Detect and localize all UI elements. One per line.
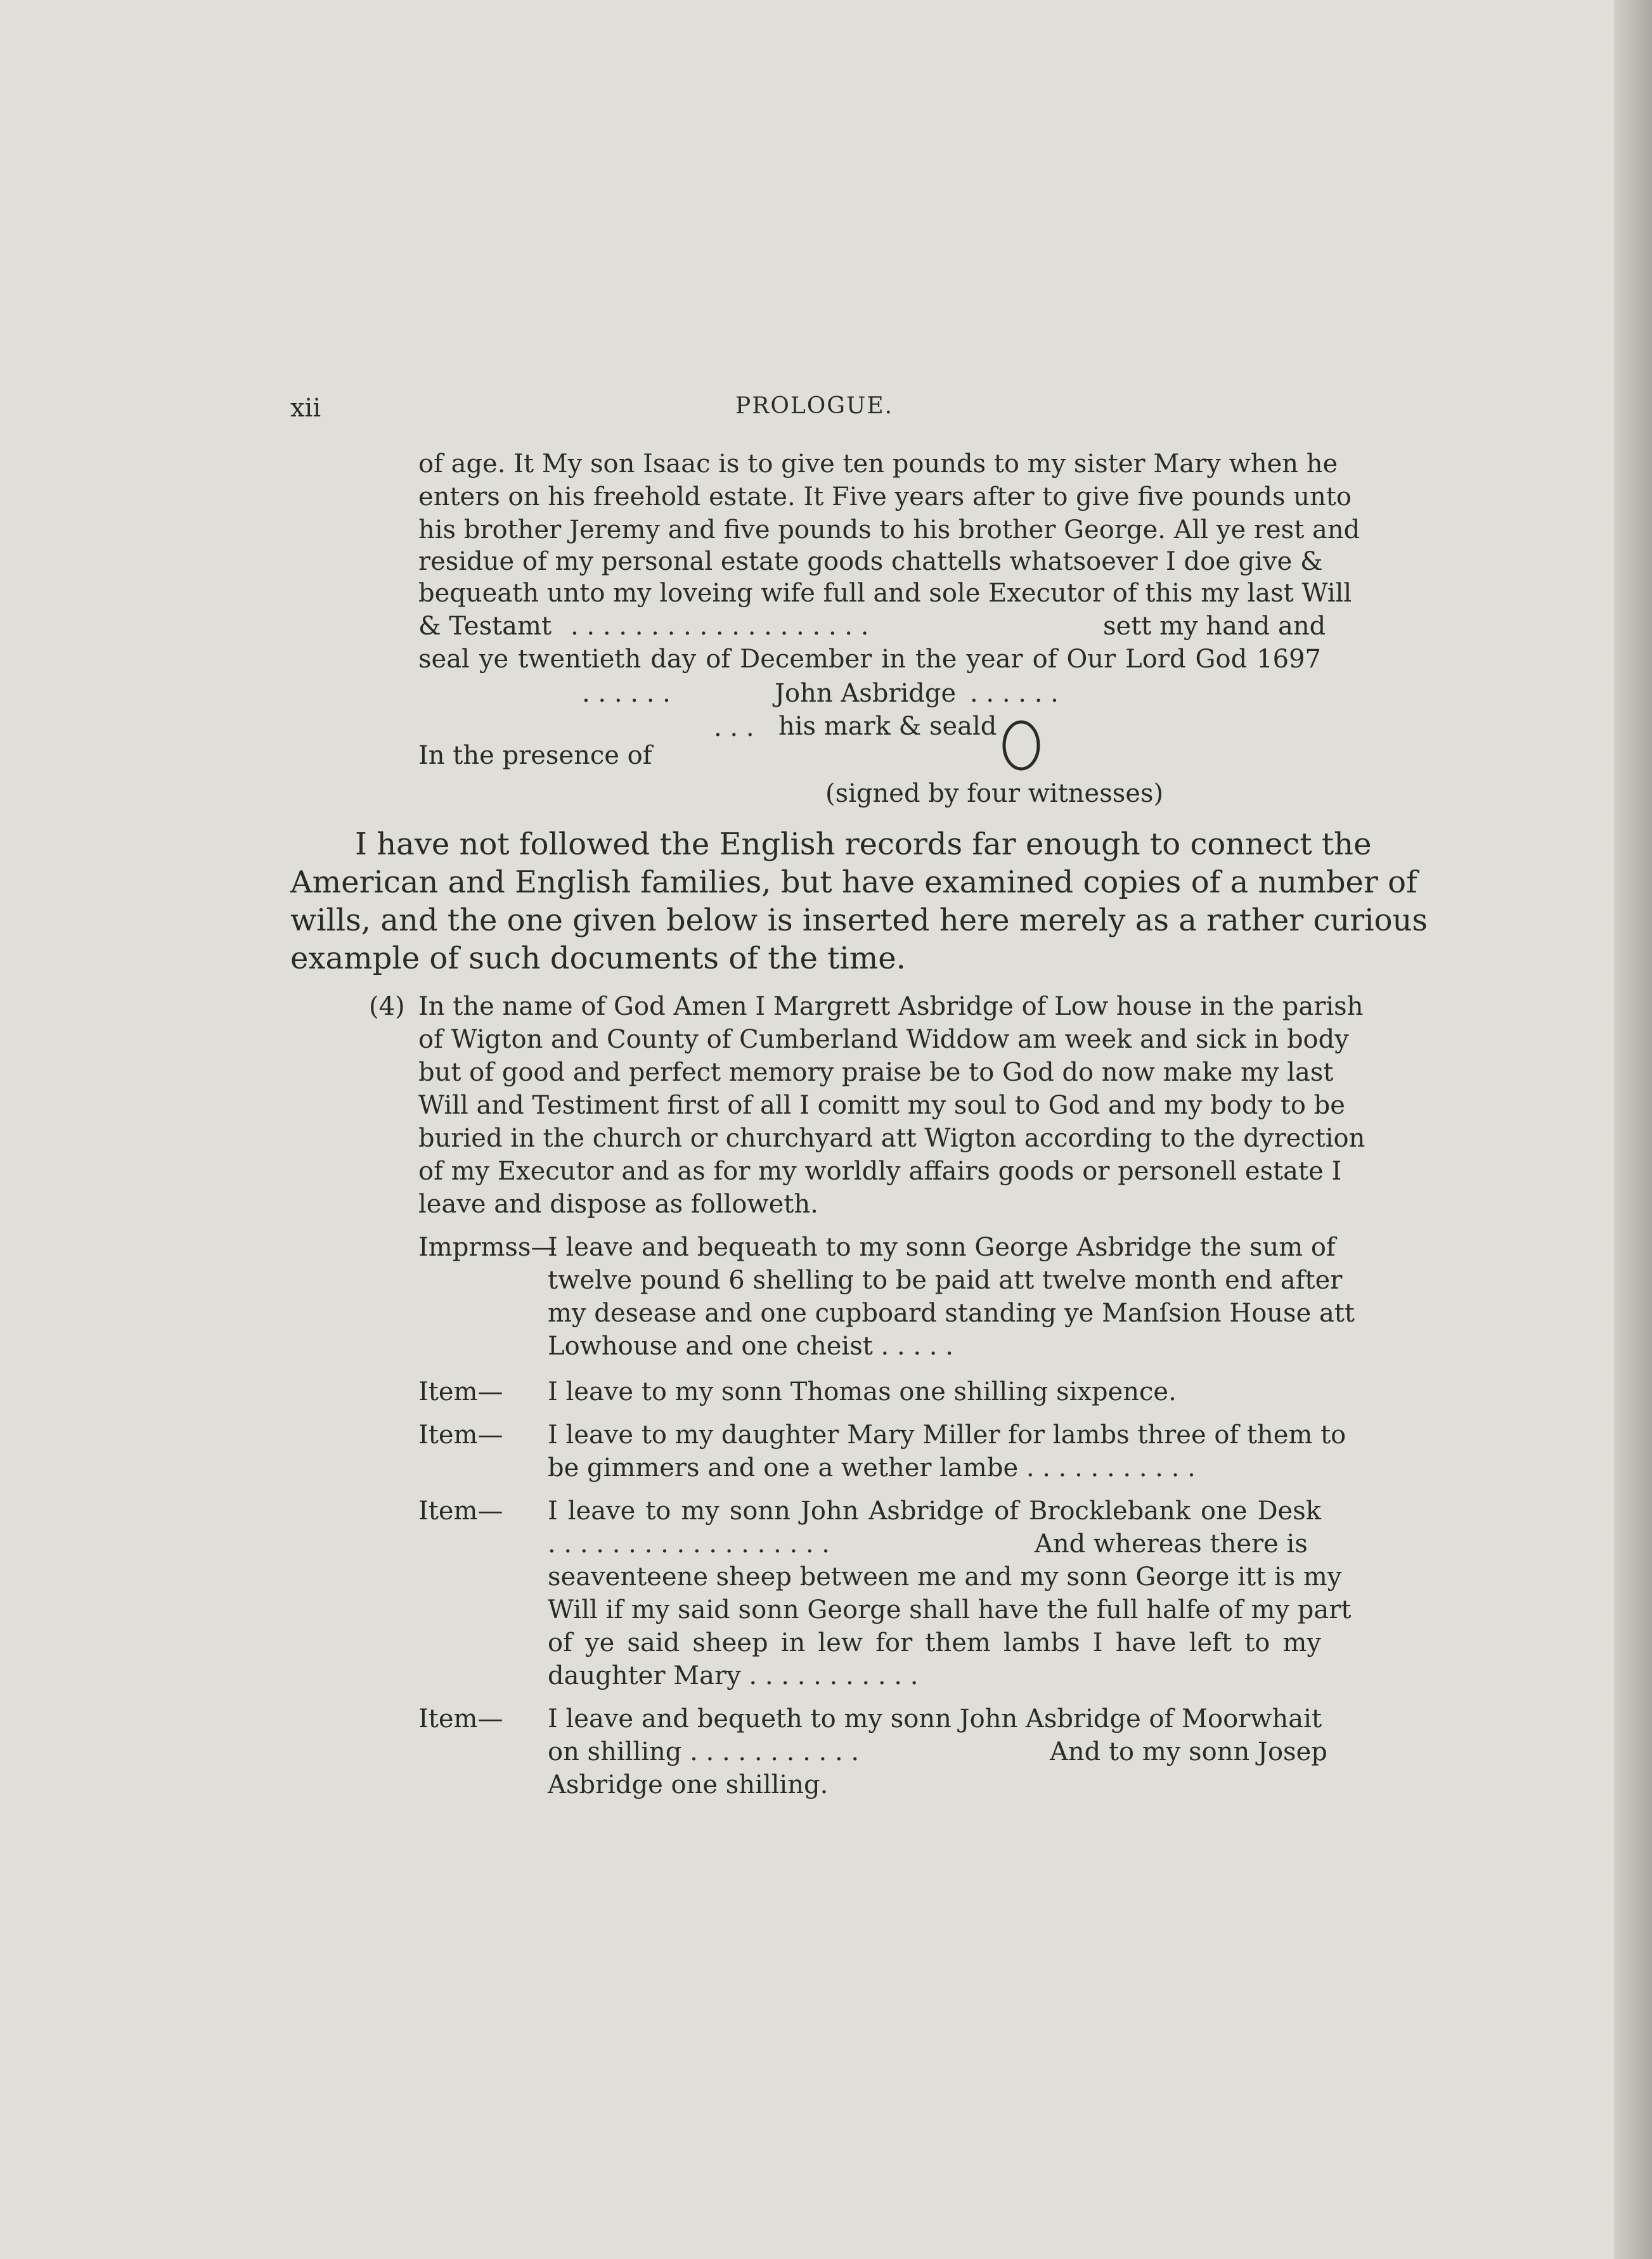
will2-intro-line-4: Will and Testiment first of all I comitt my soul to God and my body to be — [418, 1091, 1345, 1120]
paragraph-line-4: example of such documents of the time. — [290, 941, 906, 976]
will1-line-7: seal ye twentieth day of December in the year of Our Lord God 1697 — [418, 645, 1321, 674]
item-3-line-1: I leave to my sonn John Asbridge of Brocklebank one Desk — [548, 1496, 1321, 1526]
item-4-line-3: Asbridge one shilling. — [548, 1770, 829, 1799]
paragraph-line-3: wills, and the one given below is inserted here merely as a rather curious — [290, 903, 1428, 938]
imprimis-line-2: twelve pound 6 shelling to be paid att twelve month end after — [548, 1266, 1343, 1295]
item-4-line-2-end: And to my sonn Josep — [1050, 1737, 1327, 1767]
item-4-label: Item— — [418, 1704, 503, 1734]
imprimis-line-3: my desease and one cupboard standing ye Manſsion House att — [548, 1299, 1355, 1328]
item-3-line-3: seaventeene sheep between me and my sonn George itt is my — [548, 1562, 1342, 1592]
his-mark: his mark & seald — [778, 712, 997, 741]
will1-line-4: residue of my personal estate goods chattells whatsoever I doe give & — [418, 547, 1323, 576]
signature-dots-right: . . . . . . — [970, 679, 1059, 708]
item-3-dots: . . . . . . . . . . . . . . . . . . — [548, 1529, 830, 1559]
will1-line-3: his brother Jeremy and five pounds to his brother George. All ye rest and — [418, 515, 1360, 544]
paragraph-line-1: I have not followed the English records far enough to connect the — [355, 827, 1372, 862]
running-title: PROLOGUE. — [735, 393, 894, 419]
will2-intro-line-7: leave and dispose as followeth. — [418, 1190, 818, 1219]
item-3-line-4: Will if my said sonn George shall have the full halfe of my part — [548, 1595, 1352, 1625]
will1-line-6-dots: . . . . . . . . . . . . . . . . . . . — [571, 612, 869, 641]
mark-dots: . . . — [714, 713, 754, 742]
will2-intro-line-6: of my Executor and as for my worldly affairs goods or personell estate I — [418, 1157, 1342, 1186]
item-1-label: Item— — [418, 1377, 503, 1406]
imprimis-label: Imprmss— — [418, 1233, 557, 1262]
item-4-line-2: on shilling . . . . . . . . . . . — [548, 1737, 860, 1767]
item-2-label: Item— — [418, 1420, 503, 1450]
item-2-line-1: I leave to my daughter Mary Miller for lambs three of them to — [548, 1420, 1346, 1450]
signer-name: John Asbridge — [775, 679, 957, 708]
seal-mark-icon — [1000, 715, 1042, 772]
item-1-text: I leave to my sonn Thomas one shilling sixpence. — [548, 1377, 1177, 1406]
will2-intro-line-5: buried in the church or churchyard att Wigton according to the dyrection — [418, 1124, 1365, 1153]
page-number: xii — [290, 394, 321, 423]
item-3-line-5: of ye said sheep in lew for them lambs I have left to my — [548, 1628, 1321, 1657]
will2-intro-line-3: but of good and perfect memory praise be to God do now make my last — [418, 1058, 1334, 1087]
will1-line-5: bequeath unto my loveing wife full and sole Executor of this my last Will — [418, 579, 1352, 608]
will2-intro-line-1: In the name of God Amen I Margrett Asbridge of Low house in the parish — [418, 992, 1364, 1021]
item-3-line-2-end: And whereas there is — [1035, 1529, 1308, 1559]
imprimis-line-1: I leave and bequeath to my sonn George Asbridge the sum of — [548, 1233, 1336, 1262]
witnesses-note: (signed by four witnesses) — [825, 779, 1164, 808]
will2-intro-line-2: of Wigton and County of Cumberland Widdow am week and sick in body — [418, 1025, 1349, 1054]
item-2-line-2: be gimmers and one a wether lambe . . . . . . . . . . . — [548, 1453, 1196, 1483]
will2-number: (4) — [369, 992, 405, 1021]
paragraph-line-2: American and English families, but have examined copies of a number of — [290, 865, 1417, 900]
will1-line-6-start: & Testamt — [418, 612, 552, 641]
page-edge — [1614, 0, 1652, 2259]
will1-line-6-end: sett my hand and — [1103, 612, 1326, 641]
will1-line-1: of age. It My son Isaac is to give ten pounds to my sister Mary when he — [418, 449, 1338, 479]
will1-line-2: enters on his freehold estate. It Five years after to give five pounds unto — [418, 482, 1352, 512]
item-3-label: Item— — [418, 1496, 503, 1526]
presence-label: In the presence of — [418, 741, 652, 770]
imprimis-line-4: Lowhouse and one cheist . . . . . — [548, 1332, 953, 1361]
item-3-line-6: daughter Mary . . . . . . . . . . . — [548, 1661, 919, 1690]
signature-dots-left: . . . . . . — [582, 679, 671, 708]
item-4-line-1: I leave and bequeth to my sonn John Asbridge of Moorwhait — [548, 1704, 1322, 1734]
